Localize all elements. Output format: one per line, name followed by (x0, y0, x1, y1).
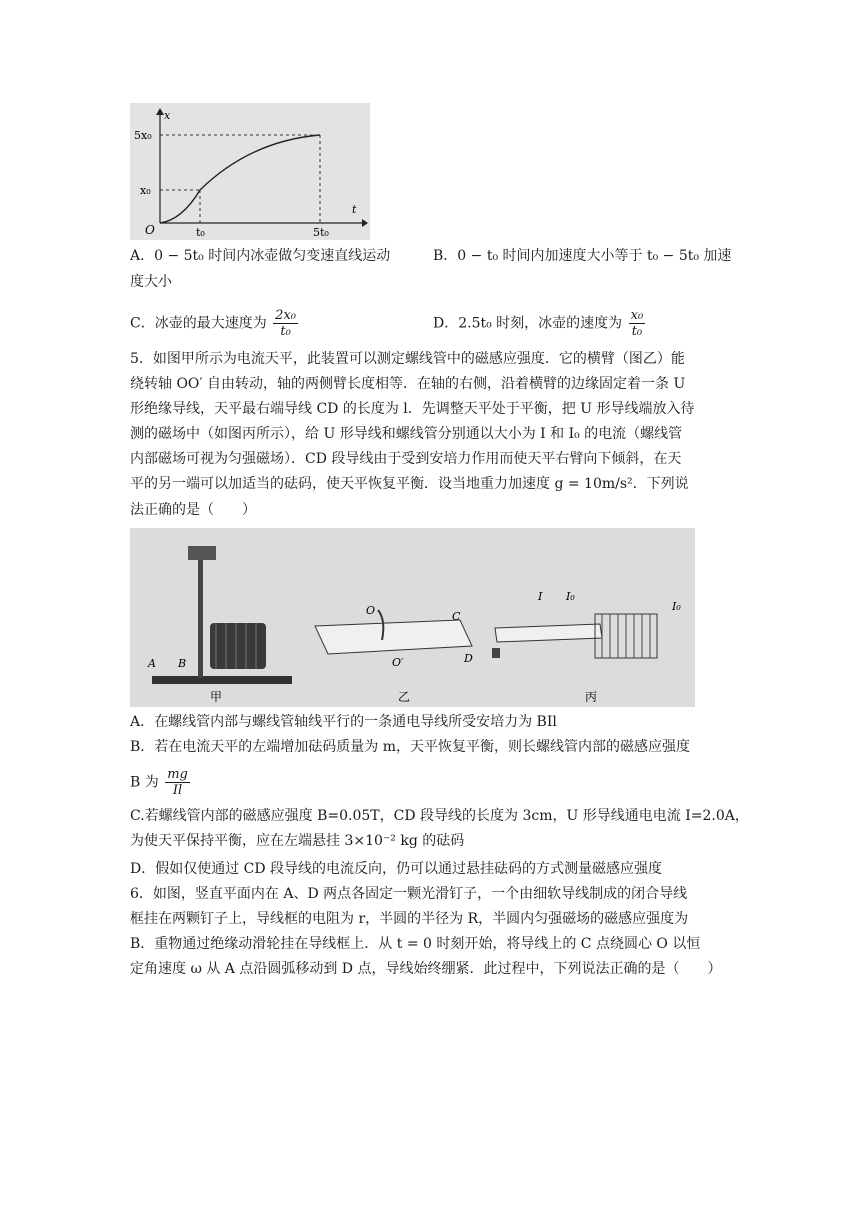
q4-option-c-text: C．冰壶的最大速度为 (130, 315, 267, 332)
current-balance-figure (130, 528, 695, 707)
t-axis-arrow (362, 219, 368, 227)
q5-b-denominator: Il (172, 783, 183, 798)
label-a: A (148, 657, 156, 670)
tick-t0: t₀ (196, 226, 205, 239)
q5-option-c-line2: 为使天平保持平衡，应在左端悬挂 3×10⁻² kg 的砝码 (130, 833, 465, 849)
label-i0-right: I₀ (672, 600, 681, 613)
q6-line-3: B．重物通过绝缘动滑轮挂在导线框上．从 t = 0 时刻开始，将导线上的 C 点绕圆心 O 以恒 (130, 936, 701, 952)
y-axis-label: x (164, 109, 171, 122)
caption-bing: 丙 (585, 690, 598, 704)
weight (492, 648, 500, 658)
q5-b-numerator: mg (167, 767, 188, 782)
label-i: I (538, 590, 543, 603)
tick-5x0: 5x₀ (134, 129, 152, 142)
q4-c-numerator: 2x₀ (275, 308, 296, 323)
origin-label: O (145, 223, 155, 237)
label-o: O (366, 604, 376, 617)
q4-option-d-text: D．2.5t₀ 时刻，冰壶的速度为 (433, 315, 623, 332)
q5-option-b-prefix: B 为 (130, 774, 159, 791)
q6-line-1: 6．如图，竖直平面内在 A、D 两点各固定一颗光滑钉子，一个由细软导线制成的闭合导线 (130, 886, 688, 902)
q5-line-2: 绕转轴 OO′ 自由转动，轴的两侧臂长度相等．在轴的右侧，沿着横臂的边缘固定着一条 U (130, 376, 686, 392)
q4-option-b-line1: B．0 − t₀ 时间内加速度大小等于 t₀ − 5t₀ 加速 (433, 248, 732, 264)
label-o-prime: O′ (392, 656, 404, 669)
q5-line-7: 法正确的是（ ） (130, 502, 256, 518)
tick-x0: x₀ (140, 184, 151, 197)
solenoid-jia (210, 623, 266, 669)
balance-pan (188, 546, 216, 560)
caption-yi: 乙 (398, 690, 411, 704)
current-balance-svg (130, 528, 695, 707)
q4-option-c (130, 308, 300, 339)
q4-d-numerator: x₀ (630, 308, 644, 323)
q4-option-b-line2: 度大小 (130, 274, 172, 290)
xt-graph-svg (130, 103, 370, 240)
label-b: B (178, 657, 187, 670)
balance-base (152, 676, 292, 684)
crossbar-bing (495, 624, 602, 642)
label-i0-left: I₀ (566, 590, 575, 603)
xt-curve (160, 135, 320, 223)
label-c: C (452, 610, 461, 623)
solenoid-coils (602, 614, 650, 658)
balance-pole (198, 558, 203, 678)
q4-option-a: A．0 − 5t₀ 时间内冰壶做匀变速直线运动 (130, 248, 391, 264)
q5-line-1: 5．如图甲所示为电流天平，此装置可以测定螺线管中的磁感应强度．它的横臂（图乙）能 (130, 351, 685, 367)
q5-option-b-line1: B．若在电流天平的左端增加砝码质量为 m，天平恢复平衡，则长螺线管内部的磁感应强度 (130, 739, 691, 755)
q5-line-4: 测的磁场中（如图丙所示），给 U 形导线和螺线管分别通以大小为 I 和 I₀ 的电流（螺线管 (130, 426, 683, 442)
x-axis-label: t (352, 203, 357, 216)
q4-option-c-fraction (273, 308, 298, 339)
q6-line-4: 定角速度 ω 从 A 点沿圆弧移动到 D 点，导线始终绷紧．此过程中，下列说法正确的是（ ） (130, 961, 722, 977)
xt-graph-figure (130, 103, 370, 240)
tick-5t0: 5t₀ (313, 226, 329, 239)
q4-c-denominator: t₀ (280, 324, 291, 339)
q4-option-d (433, 308, 647, 339)
q4-option-d-fraction (629, 308, 646, 339)
q5-option-c-line1: C.若螺线管内部的磁感应强度 B=0.05T，CD 段导线的长度为 3cm，U 形导线通电电流 I=2.0A， (130, 808, 749, 824)
q5-option-b-fraction (165, 767, 190, 798)
q6-line-2: 框挂在两颗钉子上，导线框的电阻为 r，半圆的半径为 R，半圆内匀强磁场的磁感应强度为 (130, 911, 689, 927)
caption-jia: 甲 (210, 690, 223, 704)
q5-option-a: A．在螺线管内部与螺线管轴线平行的一条通电导线所受安培力为 BIl (130, 714, 557, 730)
crossbar-yi (315, 620, 472, 654)
q5-line-6: 平的另一端可以加适当的砝码，使天平恢复平衡．设当地重力加速度 g = 10m/s²．下列说 (130, 476, 689, 492)
x-axis-arrow (156, 108, 164, 115)
q4-d-denominator: t₀ (631, 324, 643, 339)
q5-option-d: D．假如仅使通过 CD 段导线的电流反向，仍可以通过悬挂砝码的方式测量磁感应强度 (130, 861, 663, 877)
q5-line-5: 内部磁场可视为匀强磁场）．CD 段导线由于受到安培力作用而使天平右臂向下倾斜，在天 (130, 451, 682, 467)
label-d: D (464, 652, 473, 665)
q5-option-b-line2 (130, 767, 192, 798)
q5-line-3: 形绝缘导线，天平最右端导线 CD 的长度为 l．先调整天平处于平衡，把 U 形导线端放入待 (130, 401, 695, 417)
